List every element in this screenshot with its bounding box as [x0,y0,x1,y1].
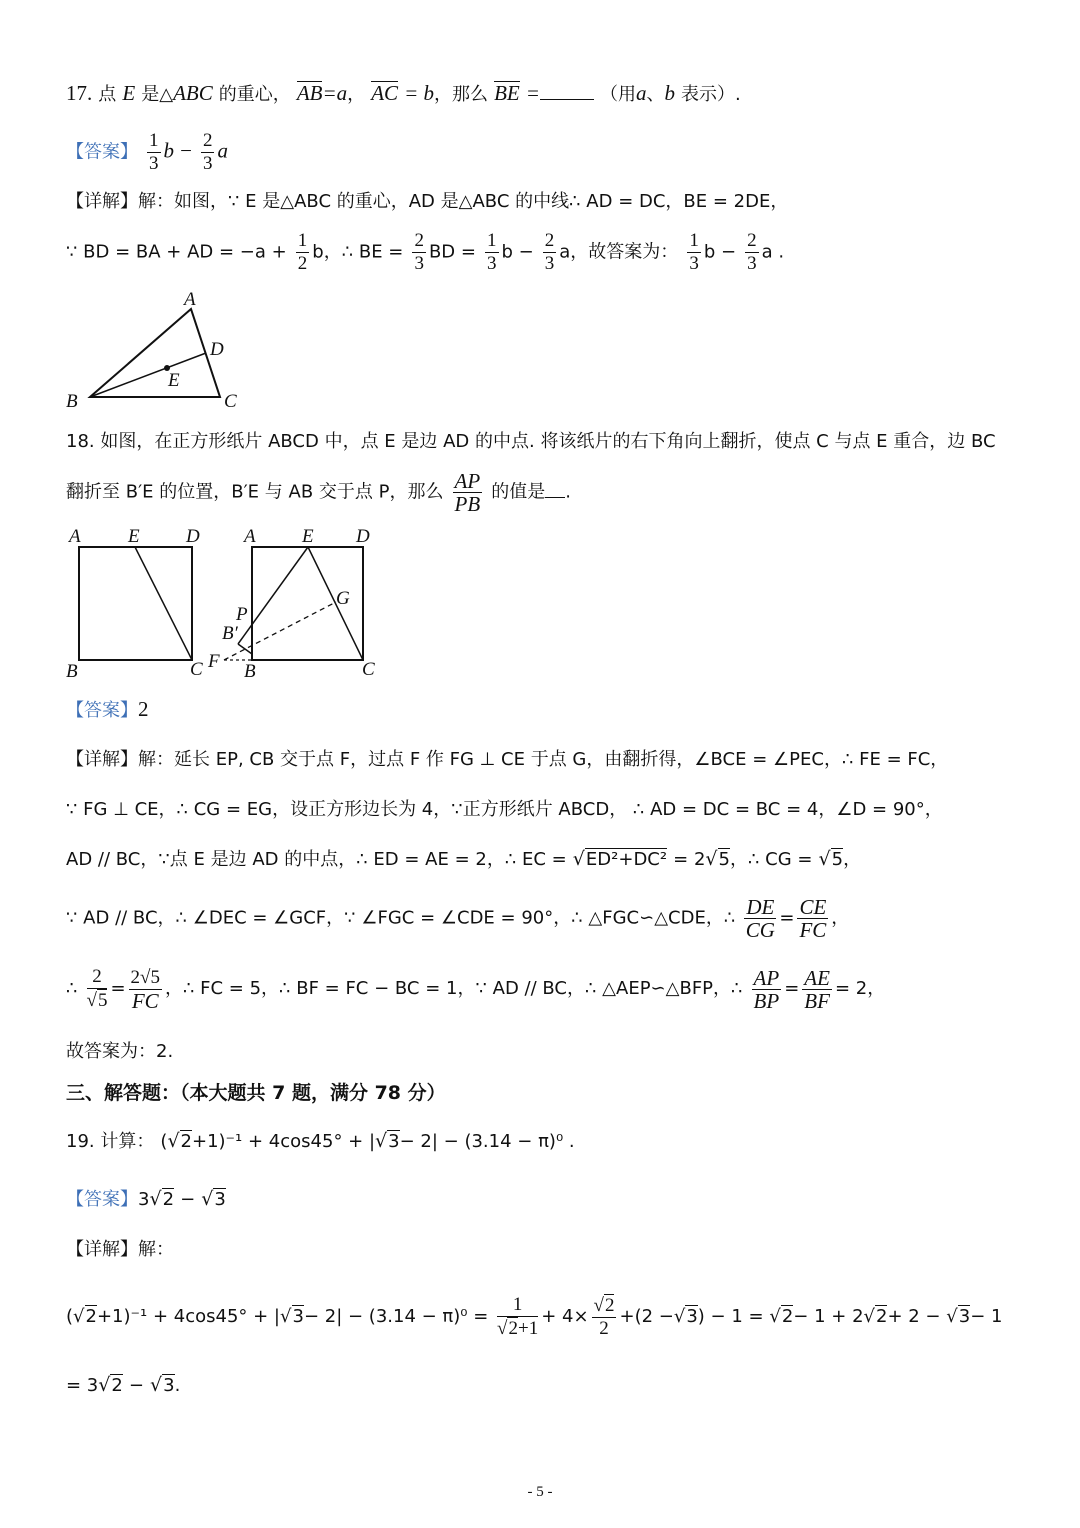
label-b: B [66,391,78,412]
text: ，∴ CG = [729,849,813,870]
denominator: 3 [149,153,159,174]
q18-question-line1 [66,426,996,457]
text: b − [501,241,534,263]
text: ，那么 [434,84,489,105]
fraction [802,967,832,1012]
radicand: 2 [876,1306,888,1327]
fraction [543,230,557,275]
text: ， [843,849,862,870]
fraction [485,230,499,275]
answer-tag: 【答案】 [66,1189,138,1210]
left-label-e: E [128,526,140,547]
text: . [174,1375,181,1396]
right-label-c: C [362,659,375,680]
fraction [201,130,215,175]
text: = 2， [834,978,886,999]
fraction [296,230,310,275]
numerator: 2 [87,966,108,989]
left-ce-line [135,547,192,660]
radicand: 2 [180,1131,192,1152]
numerator: 2 [414,230,424,251]
radicand: 3 [214,1189,226,1210]
denominator: 3 [689,253,699,274]
sqrt-expression: √2 [98,1374,123,1396]
text: +(2 − [619,1306,674,1327]
denominator: PB [454,492,481,516]
label-d: D [210,339,224,360]
fraction [453,470,483,515]
math-symbol: a [635,81,647,105]
label-e: E [168,370,180,391]
denominator: 3 [544,253,555,274]
sqrt-expression: √2 [149,1188,175,1210]
q18-detail-line2 [66,794,943,825]
answer-blank [545,479,565,498]
text: AD // BC，∵点 E 是边 AD 的中点，∴ ED = AE = 2，∴ EC = [66,849,567,870]
denominator: √2+1 [497,1318,539,1339]
text: 故答案为：2. [66,1041,174,1062]
math-symbol: ABC [173,81,213,105]
text: = [784,978,800,999]
square-figures-18 [60,522,400,682]
text: BD = [428,241,476,263]
right-label-b: B [244,661,256,682]
text: a . [761,241,785,263]
radicand: ED²+DC² [585,849,668,870]
text: − [128,1375,144,1396]
numerator: AP [454,469,481,493]
sqrt-expression: √3 [150,1374,175,1396]
math-symbol: − [180,138,192,163]
text: 解：延长 EP, CB 交于点 F，过点 F 作 FG ⊥ CE 于点 G，由翻折得，∠BCE = ∠PEC，∴ FE = FC， [138,749,949,770]
triangle-figure-17 [60,285,250,415]
right-label-d: D [356,526,370,547]
text: ∵ FG ⊥ CE，∴ CG = EG，设正方形边长为 4，∵正方形纸片 ABCD， ∴ AD = DC = BC = 4，∠D = 90°， [66,799,943,820]
text: = 2 [673,849,706,870]
q18-detail-line5 [66,966,885,1012]
left-square [79,547,192,660]
right-label-g: G [336,588,350,609]
q18-answer [66,694,149,726]
math-symbol: E [122,81,136,105]
numerator: 2 [747,230,757,251]
fraction [745,230,759,275]
fraction [497,1294,538,1340]
triangle-abc [90,309,220,397]
text: 表示）. [681,84,741,105]
radicand: 3 [292,1306,304,1327]
answer-blank [540,81,594,100]
right-label-p: P [236,604,248,625]
numerator: AE [804,965,830,990]
answer-value: 2 [138,697,149,721]
left-label-c: C [190,659,203,680]
math-symbol: b [664,81,675,105]
detail-tag: 【详解】 [66,191,138,212]
denominator: 3 [487,253,497,274]
denominator: √5 [86,990,108,1011]
right-label-a: A [244,526,256,547]
sqrt-expression: √5 [705,848,730,870]
q17-detail-line1 [66,186,788,217]
fraction [129,967,162,1012]
detail-tag: 【详解】 [66,1239,138,1260]
denominator: BF [804,988,830,1013]
right-label-f: F [208,651,220,672]
text: = [110,978,126,999]
numerator: √2 [593,1295,615,1316]
fraction [752,967,782,1012]
denominator: 2 [297,253,308,274]
sqrt-expression: √2 [863,1306,888,1327]
denominator: CG [745,918,775,942]
radicand: 2 [604,1295,615,1316]
radicand: 3 [163,1375,175,1396]
text: . [565,481,571,503]
text: ， [831,907,850,929]
text: 点 [98,84,117,105]
sqrt-expression: √3 [201,1188,226,1210]
q19-question [66,1126,575,1157]
answer-tag: 【答案】 [66,700,138,721]
left-label-b: B [66,661,78,682]
text: = [779,907,795,929]
text: ∵ BD = BA + AD = −a + [66,241,287,263]
text: ) − 1 = [697,1306,764,1327]
fraction [592,1294,617,1340]
text: 、 [646,84,665,105]
sqrt-expression: √3 [280,1306,304,1327]
math-symbol: b [163,138,175,163]
denominator: FC [799,918,827,942]
radicand: 2 [111,1375,123,1396]
q18-question-line2 [66,470,571,515]
text: 解： [138,1239,174,1260]
text: − 2| − (3.14 − π)⁰ = [303,1306,489,1327]
vector: AC [371,81,399,105]
q18-detail-line6 [66,1036,173,1067]
right-label-b-prime: B′ [222,623,238,644]
text: − 1 [970,1306,1003,1327]
sqrt-expression: √3 [375,1130,400,1152]
q18-detail-line3 [66,844,861,875]
numerator: 1 [487,230,497,251]
text: （用 [599,84,636,105]
radicand: 2 [162,1189,175,1210]
answer-tag: 【答案】 [66,141,138,163]
q17-question [66,78,741,110]
text: − 2| − (3.14 − π)⁰ . [399,1131,575,1152]
radicand: 5 [831,849,844,870]
text: ，∴ FC = 5，∴ BF = FC − BC = 1，∵ AD // BC，∴ △AEP∽△BFP，∴ [164,978,743,999]
denominator: BP [753,988,780,1013]
text: 18. 如图，在正方形纸片 ABCD 中，点 E 是边 AD 的中点. 将该纸片的右下角向上翻折，使点 C 与点 E 重合，边 BC [66,431,996,452]
q19-detail-line2 [66,1370,180,1401]
q19-detail-line1 [66,1294,1002,1340]
fraction [797,896,828,941]
text: a，故答案为： [559,241,679,263]
vector: BE [494,81,520,105]
right-label-e: E [302,526,314,547]
left-label-d: D [186,526,200,547]
q17-answer [66,130,228,175]
text: ( [66,1306,74,1327]
text: ， [347,84,366,105]
sqrt-expression: √2 [167,1130,192,1152]
radicand: 3 [388,1131,400,1152]
text: ∵ AD // BC，∴ ∠DEC = ∠GCF，∵ ∠FGC = ∠CDE = 90°，∴ △FGC∽△CDE，∴ [66,907,736,929]
text: 3 [138,1189,150,1210]
fraction [147,130,161,175]
numerator: 1 [149,130,159,151]
denominator: 2 [599,1318,609,1339]
math-symbol: a [217,138,228,163]
page-number: - 5 - [527,1484,553,1500]
text: = 3 [66,1375,99,1396]
text: ( [160,1131,168,1152]
fraction [412,230,426,275]
q19-detail-tag [66,1234,174,1265]
q19-answer [66,1184,226,1215]
text: b − [703,241,737,263]
left-label-a: A [69,526,81,547]
sqrt-expression: √2 [769,1306,794,1327]
numerator: 2 [544,230,555,251]
radicand: 3 [686,1306,698,1327]
fraction [744,896,776,941]
sqrt-expression: √5 [818,848,844,870]
right-eb-prime-line [238,547,308,644]
sqrt-expression: √3 [673,1306,698,1327]
q17-detail-line2 [66,230,784,275]
numerator: 1 [497,1294,538,1317]
numerator: AP [753,965,780,990]
text: − [180,1189,196,1210]
denominator: FC [131,988,159,1013]
radicand: 2 [781,1306,794,1327]
fraction [87,966,108,1012]
denominator: 3 [202,153,213,174]
text: 解：如图，∵ E 是△ABC 的重心，AD 是△ABC 的中线∴ AD = DC，BE = 2DE， [138,191,789,212]
math-symbol: = b [404,81,435,105]
denominator: 3 [414,253,424,274]
fraction [687,230,701,275]
radicand: 3 [958,1306,971,1327]
numerator: DE [746,895,775,919]
question-number: 17. [66,81,93,105]
sqrt-expression: √2 [73,1306,97,1327]
question-number: 19. 计算： [66,1131,155,1152]
q18-detail-line1 [66,744,948,775]
right-b-prime-f-line [238,644,252,654]
detail-tag: 【详解】 [66,749,138,770]
section-heading [66,1078,446,1108]
text: +1)⁻¹ + 4cos45° + | [192,1131,376,1152]
radicand: 5 [97,990,108,1011]
denominator: 3 [747,253,757,274]
numerator: 2 [202,130,213,151]
text: 翻折至 B′E 的位置，B′E 与 AB 交于点 P，那么 [66,481,444,503]
label-c: C [224,391,237,412]
sqrt-expression: √ED²+DC² [572,848,668,870]
vector: AB [296,81,323,105]
text: b，∴ BE = [312,241,404,263]
text: 的值是 [491,481,546,503]
radicand: 5 [718,849,730,870]
section-title: 三、解答题：（本大题共 7 题，满分 78 分） [66,1082,446,1104]
text: ∴ [66,978,78,999]
label-a: A [184,289,196,310]
q18-detail-line4 [66,896,849,941]
text: +1)⁻¹ + 4cos45° + | [96,1306,281,1327]
text: − 1 + 2 [793,1306,864,1327]
text: + 2 − [887,1306,941,1327]
math-symbol: = [525,81,540,105]
numerator: 1 [689,230,699,251]
numerator: CE [799,895,827,919]
numerator: 1 [297,230,308,251]
text: + 4× [541,1306,589,1327]
median-bd [90,353,206,397]
math-symbol: =a [322,81,348,105]
text: 的重心， [218,84,291,105]
radicand: 2 [85,1306,97,1327]
text: 是△ [141,84,174,105]
radicand: 2 [508,1318,518,1339]
numerator: 2√5 [130,966,160,988]
text: +1 [517,1318,539,1339]
sqrt-expression: √3 [946,1306,971,1327]
